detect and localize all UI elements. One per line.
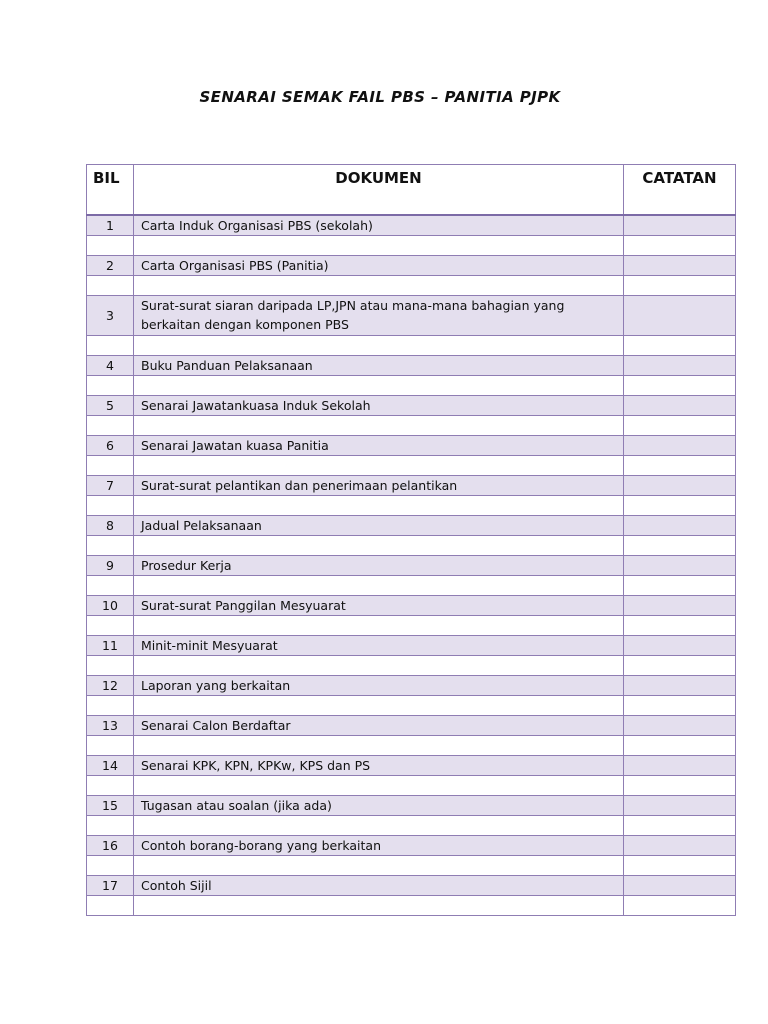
row-number: 15 — [87, 795, 134, 815]
table-row — [87, 715, 736, 735]
row-number: 13 — [87, 715, 134, 735]
table-row — [87, 475, 736, 495]
row-catatan-cell[interactable] — [624, 475, 736, 495]
spacer-cell — [134, 575, 624, 595]
row-document: Jadual Pelaksanaan — [134, 515, 624, 535]
row-catatan-cell[interactable] — [624, 555, 736, 575]
row-catatan-cell[interactable] — [624, 215, 736, 236]
spacer-row — [87, 855, 736, 875]
spacer-cell — [134, 615, 624, 635]
checklist-table — [86, 164, 736, 916]
row-document: Senarai KPK, KPN, KPKw, KPS dan PS — [134, 755, 624, 775]
spacer-cell — [134, 375, 624, 395]
spacer-catatan-cell[interactable] — [624, 775, 736, 795]
spacer-catatan-cell[interactable] — [624, 855, 736, 875]
row-catatan-cell[interactable] — [624, 875, 736, 895]
table-row — [87, 355, 736, 375]
spacer-cell — [87, 275, 134, 295]
spacer-cell — [134, 535, 624, 555]
spacer-cell — [134, 275, 624, 295]
spacer-row — [87, 775, 736, 795]
row-catatan-cell[interactable] — [624, 295, 736, 335]
table-row — [87, 755, 736, 775]
row-number: 6 — [87, 435, 134, 455]
spacer-cell — [134, 495, 624, 515]
row-number: 9 — [87, 555, 134, 575]
spacer-cell — [87, 615, 134, 635]
spacer-cell — [87, 575, 134, 595]
row-document: Contoh Sijil — [134, 875, 624, 895]
row-document: Carta Induk Organisasi PBS (sekolah) — [134, 215, 624, 236]
row-catatan-cell[interactable] — [624, 515, 736, 535]
header-catatan: CATATAN — [624, 165, 736, 215]
row-document: Tugasan atau soalan (jika ada) — [134, 795, 624, 815]
row-document: Prosedur Kerja — [134, 555, 624, 575]
spacer-cell — [134, 735, 624, 755]
table-row — [87, 295, 736, 335]
spacer-cell — [134, 235, 624, 255]
row-document: Senarai Jawatankuasa Induk Sekolah — [134, 395, 624, 415]
spacer-cell — [87, 895, 134, 915]
spacer-row — [87, 375, 736, 395]
row-catatan-cell[interactable] — [624, 355, 736, 375]
row-catatan-cell[interactable] — [624, 595, 736, 615]
spacer-catatan-cell[interactable] — [624, 275, 736, 295]
row-catatan-cell[interactable] — [624, 795, 736, 815]
spacer-cell — [134, 855, 624, 875]
spacer-cell — [134, 415, 624, 435]
spacer-catatan-cell[interactable] — [624, 895, 736, 915]
table-row — [87, 835, 736, 855]
spacer-catatan-cell[interactable] — [624, 235, 736, 255]
spacer-row — [87, 895, 736, 915]
spacer-catatan-cell[interactable] — [624, 415, 736, 435]
table-row — [87, 635, 736, 655]
row-number: 16 — [87, 835, 134, 855]
table-row — [87, 515, 736, 535]
spacer-cell — [134, 895, 624, 915]
spacer-cell — [87, 495, 134, 515]
spacer-row — [87, 735, 736, 755]
row-catatan-cell[interactable] — [624, 675, 736, 695]
spacer-row — [87, 615, 736, 635]
row-catatan-cell[interactable] — [624, 835, 736, 855]
spacer-catatan-cell[interactable] — [624, 695, 736, 715]
page-title: SENARAI SEMAK FAIL PBS – PANITIA PJPK — [199, 88, 561, 106]
header-dokumen: DOKUMEN — [134, 165, 624, 215]
row-number: 7 — [87, 475, 134, 495]
spacer-cell — [134, 335, 624, 355]
row-number: 5 — [87, 395, 134, 415]
spacer-catatan-cell[interactable] — [624, 335, 736, 355]
spacer-catatan-cell[interactable] — [624, 575, 736, 595]
row-catatan-cell[interactable] — [624, 395, 736, 415]
spacer-row — [87, 495, 736, 515]
spacer-cell — [87, 855, 134, 875]
row-document: Surat-surat siaran daripada LP,JPN atau mana-mana bahagian yang berkaitan dengan komponen PBS — [134, 295, 624, 335]
spacer-catatan-cell[interactable] — [624, 535, 736, 555]
spacer-cell — [87, 335, 134, 355]
row-number: 12 — [87, 675, 134, 695]
row-document: Surat-surat pelantikan dan penerimaan pelantikan — [134, 475, 624, 495]
spacer-row — [87, 655, 736, 675]
row-number: 3 — [87, 295, 134, 335]
row-document: Contoh borang-borang yang berkaitan — [134, 835, 624, 855]
table-row — [87, 555, 736, 575]
spacer-row — [87, 455, 736, 475]
spacer-row — [87, 415, 736, 435]
spacer-cell — [134, 695, 624, 715]
spacer-cell — [134, 775, 624, 795]
row-document: Buku Panduan Pelaksanaan — [134, 355, 624, 375]
table-row — [87, 675, 736, 695]
spacer-catatan-cell[interactable] — [624, 375, 736, 395]
row-document: Senarai Calon Berdaftar — [134, 715, 624, 735]
row-catatan-cell[interactable] — [624, 755, 736, 775]
row-number: 11 — [87, 635, 134, 655]
spacer-cell — [87, 815, 134, 835]
spacer-cell — [87, 415, 134, 435]
row-number: 2 — [87, 255, 134, 275]
row-number: 1 — [87, 215, 134, 236]
spacer-row — [87, 575, 736, 595]
table-header-row — [87, 165, 736, 215]
row-number: 17 — [87, 875, 134, 895]
row-number: 10 — [87, 595, 134, 615]
row-catatan-cell[interactable] — [624, 435, 736, 455]
row-catatan-cell[interactable] — [624, 635, 736, 655]
spacer-cell — [87, 775, 134, 795]
row-document: Carta Organisasi PBS (Panitia) — [134, 255, 624, 275]
row-document: Laporan yang berkaitan — [134, 675, 624, 695]
spacer-cell — [87, 375, 134, 395]
table-row — [87, 595, 736, 615]
spacer-catatan-cell[interactable] — [624, 655, 736, 675]
row-number: 4 — [87, 355, 134, 375]
table-row — [87, 215, 736, 236]
spacer-cell — [87, 735, 134, 755]
spacer-row — [87, 535, 736, 555]
spacer-catatan-cell[interactable] — [624, 815, 736, 835]
row-catatan-cell[interactable] — [624, 255, 736, 275]
table-row — [87, 875, 736, 895]
row-catatan-cell[interactable] — [624, 715, 736, 735]
spacer-cell — [87, 695, 134, 715]
row-document: Surat-surat Panggilan Mesyuarat — [134, 595, 624, 615]
spacer-catatan-cell[interactable] — [624, 495, 736, 515]
table-row — [87, 435, 736, 455]
spacer-row — [87, 335, 736, 355]
spacer-cell — [134, 455, 624, 475]
row-document: Senarai Jawatan kuasa Panitia — [134, 435, 624, 455]
table-row — [87, 395, 736, 415]
spacer-cell — [87, 535, 134, 555]
spacer-row — [87, 695, 736, 715]
spacer-row — [87, 235, 736, 255]
table-body — [87, 215, 736, 916]
spacer-row — [87, 275, 736, 295]
row-number: 14 — [87, 755, 134, 775]
spacer-row — [87, 815, 736, 835]
spacer-cell — [134, 815, 624, 835]
row-number: 8 — [87, 515, 134, 535]
row-document: Minit-minit Mesyuarat — [134, 635, 624, 655]
spacer-cell — [87, 455, 134, 475]
spacer-catatan-cell[interactable] — [624, 615, 736, 635]
header-bil: BIL — [87, 165, 134, 215]
table-row — [87, 255, 736, 275]
spacer-cell — [87, 235, 134, 255]
spacer-cell — [134, 655, 624, 675]
spacer-catatan-cell[interactable] — [624, 455, 736, 475]
spacer-cell — [87, 655, 134, 675]
spacer-catatan-cell[interactable] — [624, 735, 736, 755]
table-row — [87, 795, 736, 815]
